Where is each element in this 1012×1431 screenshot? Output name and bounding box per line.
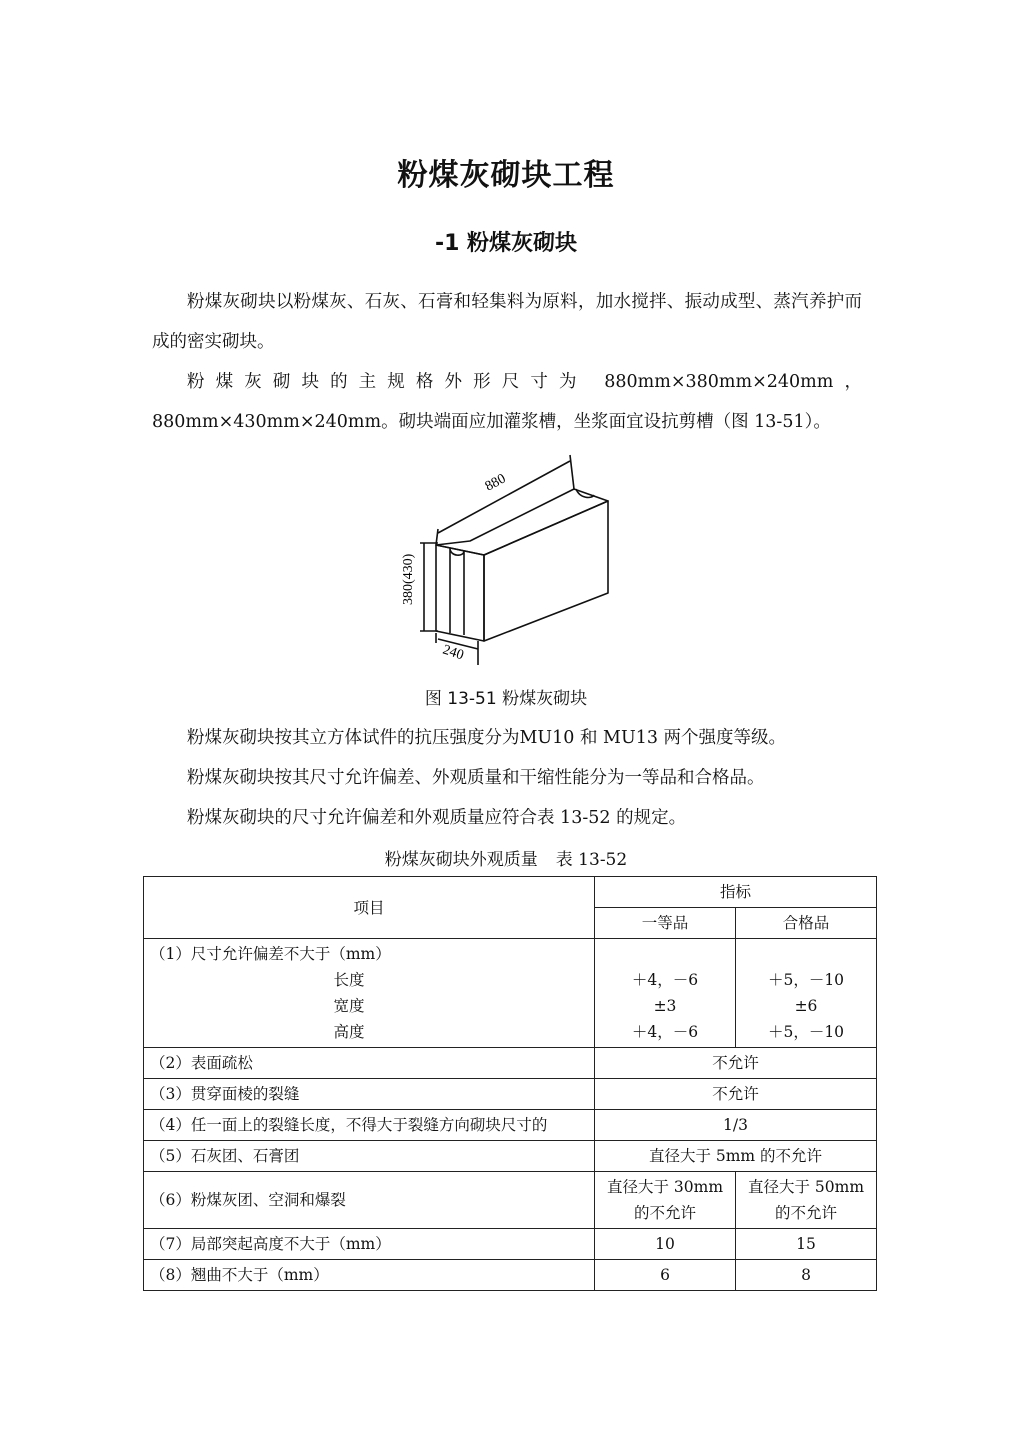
document-title: 粉煤灰砌块工程 xyxy=(397,158,615,193)
row-1-length: 长度 xyxy=(333,971,365,989)
table-row xyxy=(144,1110,877,1141)
table-row xyxy=(144,1048,877,1079)
row-6-g1-b: 的不允许 xyxy=(633,1204,696,1222)
row-7-label: （7）局部突起高度不大于（mm） xyxy=(144,1229,595,1260)
row-2-label: （2）表面疏松 xyxy=(144,1048,595,1079)
row-6-g2-b: 的不允许 xyxy=(774,1204,837,1222)
header-grade-2: 合格品 xyxy=(736,908,877,939)
row-6-grade-2 xyxy=(736,1172,877,1229)
row-1-g1-width: ±3 xyxy=(653,997,677,1015)
paragraph-1: 粉煤灰砌块以粉煤灰、石灰、石膏和轻集料为原料，加水搅拌、振动成型、蒸汽养护而成的密实砌块。 xyxy=(152,292,862,352)
block-figure xyxy=(380,445,640,675)
dim-label-length: 880 xyxy=(482,471,509,495)
table-row xyxy=(144,939,877,1048)
dim-label-height: 380(430) xyxy=(401,553,416,605)
row-label xyxy=(144,939,595,1048)
grout-groove xyxy=(450,548,464,635)
block-drawing xyxy=(380,445,640,675)
row-1-g2-width: ±6 xyxy=(794,997,818,1015)
block-side-face xyxy=(484,501,608,641)
row-1-width: 宽度 xyxy=(333,997,365,1015)
row-3-label: （3）贯穿面棱的裂缝 xyxy=(144,1079,595,1110)
row-2-value: 不允许 xyxy=(595,1048,877,1079)
row-1-g1-length: ＋4，－6 xyxy=(631,971,699,989)
row-1-g1-height: ＋4，－6 xyxy=(631,1023,699,1041)
paragraph-2: 粉煤灰砌块的主规格外形尺寸为 880mm×380mm×240mm，880mm×430mm×240mm。砌块端面应加灌浆槽，坐浆面宜设抗剪槽（图 13-51）。 xyxy=(152,372,862,432)
row-4-label: （4）任一面上的裂缝长度，不得大于裂缝方向砌块尺寸的 xyxy=(144,1110,595,1141)
figure-caption: 图 13-51 粉煤灰砌块 xyxy=(424,689,588,709)
row-6-g2-a: 直径大于 50mm xyxy=(747,1178,865,1196)
table-caption xyxy=(0,845,1012,870)
table-number: 表 13-52 xyxy=(555,850,628,870)
row-7-grade-1: 10 xyxy=(595,1229,736,1260)
table-row xyxy=(144,1260,877,1291)
table-row xyxy=(144,1079,877,1110)
quality-table xyxy=(143,876,877,1291)
row-5-label: （5）石灰团、石膏团 xyxy=(144,1141,595,1172)
block-front-face xyxy=(436,545,484,641)
table-header-row xyxy=(144,877,877,908)
row-6-g1-a: 直径大于 30mm xyxy=(606,1178,724,1196)
row-1-grade-1 xyxy=(595,939,736,1048)
row-1-height: 高度 xyxy=(333,1023,365,1041)
row-1-g2-height: ＋5，－10 xyxy=(767,1023,845,1041)
table-row xyxy=(144,1229,877,1260)
row-3-value: 不允许 xyxy=(595,1079,877,1110)
dim-label-width: 240 xyxy=(440,642,466,664)
row-6-label: （6）粉煤灰团、空洞和爆裂 xyxy=(144,1172,595,1229)
row-8-grade-1: 6 xyxy=(595,1260,736,1291)
paragraph-4: 粉煤灰砌块按其尺寸允许偏差、外观质量和干缩性能分为一等品和合格品。 xyxy=(187,768,765,788)
section-title: -1 粉煤灰砌块 xyxy=(434,231,578,256)
paragraph-3: 粉煤灰砌块按其立方体试件的抗压强度分为MU10 和 MU13 两个强度等级。 xyxy=(187,728,787,748)
row-6-grade-1 xyxy=(595,1172,736,1229)
table-caption-title: 粉煤灰砌块外观质量 xyxy=(384,850,538,870)
row-8-grade-2: 8 xyxy=(736,1260,877,1291)
block-top-face xyxy=(436,489,608,555)
header-item: 项目 xyxy=(144,877,595,939)
table-row xyxy=(144,1141,877,1172)
dim-line-length xyxy=(438,461,570,533)
row-4-value: 1/3 xyxy=(595,1110,877,1141)
row-5-value: 直径大于 5mm 的不允许 xyxy=(595,1141,877,1172)
row-1-g2-length: ＋5，－10 xyxy=(767,971,845,989)
header-index: 指标 xyxy=(595,877,877,908)
row-1-grade-2 xyxy=(736,939,877,1048)
table-row xyxy=(144,1172,877,1229)
header-grade-1: 一等品 xyxy=(595,908,736,939)
row-8-label: （8）翘曲不大于（mm） xyxy=(144,1260,595,1291)
row-1-label: （1）尺寸允许偏差不大于（mm） xyxy=(150,945,391,963)
paragraph-5: 粉煤灰砌块的尺寸允许偏差和外观质量应符合表 13-52 的规定。 xyxy=(187,808,687,828)
row-7-grade-2: 15 xyxy=(736,1229,877,1260)
